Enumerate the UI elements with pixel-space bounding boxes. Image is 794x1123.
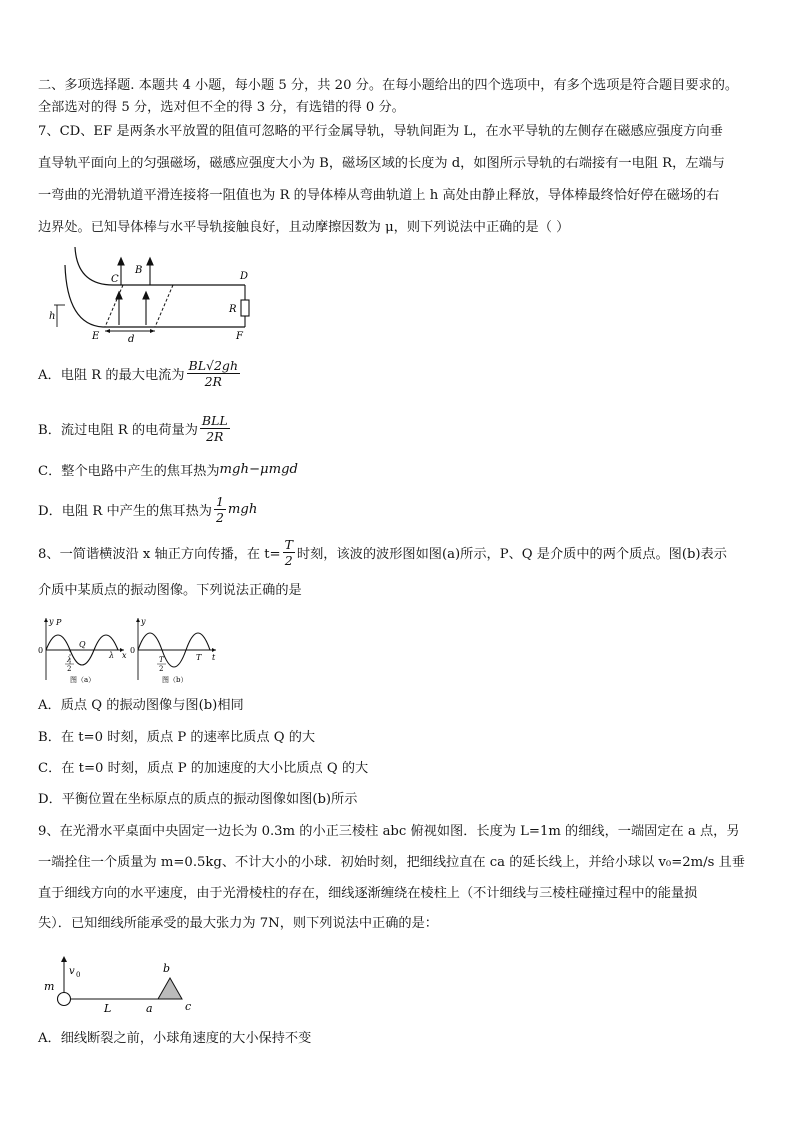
section-header-line2: 全部选对的得 5 分，选对但不全的得 3 分，有选错的得 0 分。	[38, 100, 405, 115]
svg-text:图（b）: 图（b）	[162, 676, 188, 684]
q8-stem-line1: 8、一简谐横波沿 x 轴正方向传播，在 t= $\frac{T}{2}$ 时刻，该波的波形图如图(a)所示，P、Q 是介质中的两个质点。图(b)表示	[38, 537, 727, 568]
svg-text:y: y	[141, 617, 146, 626]
q9-stem-line2: 一端拴住一个质量为 m=0.5kg、不计大小的小球．初始时刻，把细线拉直在 ca 的延长线上，并给小球以 v₀=2m/s 且垂	[38, 855, 745, 870]
q7-option-b[interactable]: B．流过电阻 R 的电荷量为 $\frac{\text{BLL}}{2R}$	[38, 413, 228, 444]
q7-label-d: D	[240, 271, 249, 282]
q8-figure-a	[36, 614, 130, 686]
svg-text:0: 0	[38, 646, 44, 655]
svg-text:0: 0	[130, 646, 136, 655]
q8-option-b[interactable]: B．在 t=0 时刻，质点 P 的速率比质点 Q 的大	[38, 730, 316, 745]
svg-text:P: P	[56, 618, 62, 627]
svg-text:λ: λ	[67, 656, 72, 664]
q7-option-d[interactable]: D．电阻 R 中产生的焦耳热为 $\frac{1}{2}$ mgh	[38, 494, 258, 525]
q7-label-e: E	[92, 331, 100, 342]
q9-prism-figure	[42, 948, 202, 1018]
q7-option-a-fraction: $\frac{BL√2gh}{2R}$	[188, 358, 238, 389]
svg-text:T: T	[159, 656, 164, 664]
svg-text:Q: Q	[79, 640, 86, 649]
q7-rail-figure	[45, 245, 260, 345]
q8-option-d[interactable]: D．平衡位置在坐标原点的质点的振动图像如图(b)所示	[38, 792, 358, 807]
q7-label-f: F	[236, 331, 243, 342]
q7-option-a[interactable]: A．电阻 R 的最大电流为 $\frac{BL√2gh}{2R}$	[38, 358, 238, 389]
svg-text:L: L	[104, 1002, 112, 1015]
svg-text:t: t	[212, 653, 216, 662]
svg-text:b: b	[163, 962, 171, 975]
svg-text:λ: λ	[109, 651, 115, 660]
section-header-line1: 二、多项选择题. 本题共 4 小题，每小题 5 分，共 20 分。在每小题给出的四个选项中，有多个选项是符合题目要求的。	[38, 78, 739, 93]
q7-option-d-fraction: $\frac{1}{2}$	[215, 494, 224, 525]
q8-stem-line2: 介质中某质点的振动图像。下列说法正确的是	[38, 583, 302, 598]
q7-stem-line1: 7、CD、EF 是两条水平放置的阻值可忽略的平行金属导轨，导轨间距为 L，在水平导轨的左侧存在磁感应强度方向垂	[38, 124, 723, 139]
svg-text:x: x	[122, 651, 127, 660]
svg-text:y: y	[49, 617, 54, 626]
svg-text:a: a	[146, 1002, 153, 1015]
svg-text:2: 2	[159, 665, 164, 673]
q7-stem-line3: 一弯曲的光滑轨道平滑连接将一阻值也为 R 的导体棒从弯曲轨道上 h 高处由静止释放，导体棒最终恰好停在磁场的右	[38, 188, 720, 203]
svg-text:m: m	[44, 980, 55, 993]
q9-stem-line1: 9、在光滑水平桌面中央固定一边长为 0.3m 的小正三棱柱 abc 俯视如图．长度为 L=1m 的细线，一端固定在 a 点，另	[38, 824, 740, 839]
q9-stem-line4: 失）．已知细线所能承受的最大张力为 7N，则下列说法中正确的是：	[38, 916, 438, 931]
q7-label-d-length: d	[128, 334, 135, 345]
svg-text:2: 2	[67, 665, 72, 673]
q7-stem-line2: 直导轨平面向上的匀强磁场，磁感应强度大小为 B，磁场区域的长度为 d，如图所示导轨的右端接有一电阻 R，左端与	[38, 156, 725, 171]
q9-option-a[interactable]: A．细线断裂之前，小球角速度的大小保持不变	[38, 1031, 312, 1046]
svg-text:0: 0	[76, 971, 81, 979]
svg-text:图（a）: 图（a）	[70, 676, 96, 684]
q7-label-r: R	[229, 304, 237, 315]
svg-text:T: T	[196, 653, 202, 662]
q7-stem-line4: 边界处。已知导体棒与水平导轨接触良好，且动摩擦因数为 μ，则下列说法中正确的是（ ）	[38, 220, 570, 235]
q7-label-c: C	[111, 274, 119, 285]
svg-text:v: v	[69, 966, 75, 977]
q7-label-h: h	[49, 311, 56, 322]
q8-option-a[interactable]: A．质点 Q 的振动图像与图(b)相同	[38, 698, 244, 713]
q8-option-c[interactable]: C．在 t=0 时刻，质点 P 的加速度的大小比质点 Q 的大	[38, 761, 369, 776]
q9-stem-line3: 直于细线方向的水平速度，由于光滑棱柱的存在，细线逐渐缠绕在棱柱上（不计细线与三棱柱碰撞过程中的能量损	[38, 886, 698, 901]
q7-option-b-fraction: $\frac{\text{BLL}}{2R}$	[201, 413, 228, 444]
q7-option-c[interactable]: C．整个电路中产生的焦耳热为 mgh−μmgd	[38, 462, 298, 479]
q7-label-b: B	[135, 265, 143, 276]
q8-figure-b	[128, 614, 222, 686]
svg-text:c: c	[185, 1000, 192, 1013]
